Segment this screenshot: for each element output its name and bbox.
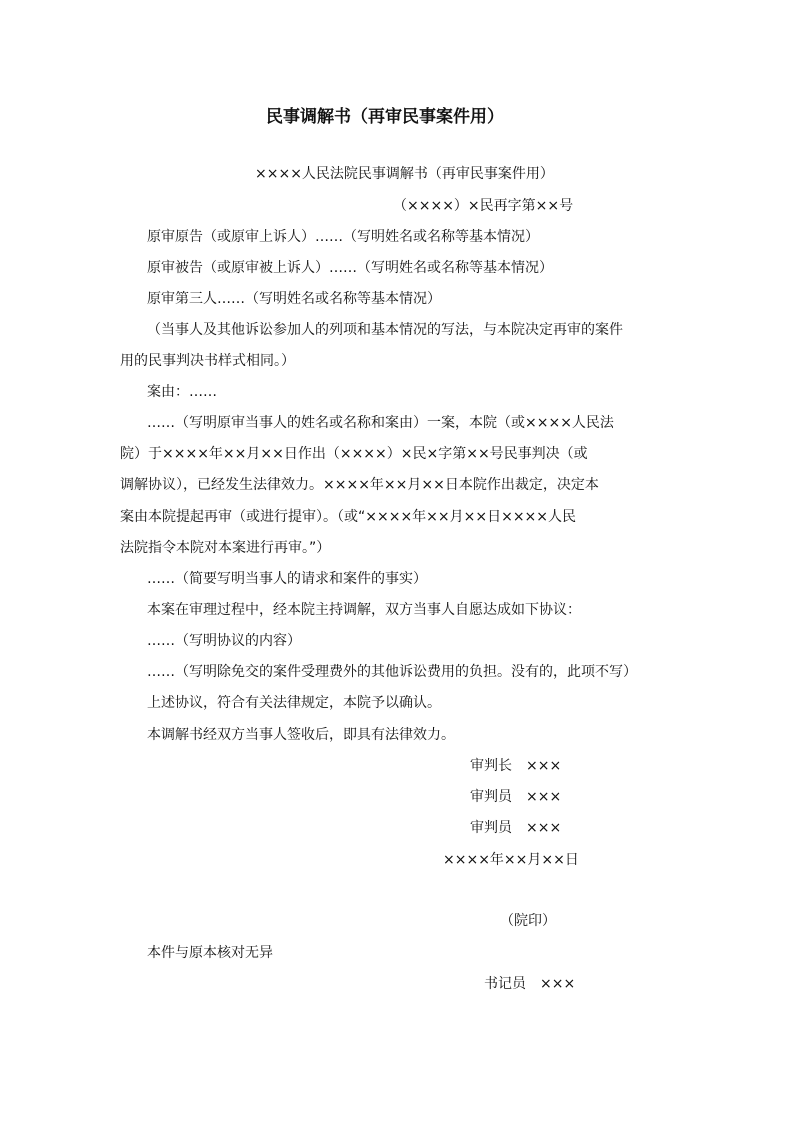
- document-date: ××××年××月××日: [443, 852, 579, 868]
- signature-name: ×××: [526, 820, 562, 836]
- party-original-plaintiff: 原审原告（或原审上诉人）……（写明姓名或名称等基本情况）: [147, 229, 539, 245]
- verification-note: 本件与原本核对无异: [147, 945, 273, 961]
- note-line: 用的民事判决书样式相同。）: [120, 353, 295, 369]
- agreement-paragraph: ……（写明协议的内容）: [147, 633, 301, 649]
- signature-role: 书记员: [484, 976, 526, 992]
- document-title: 民事调解书（再审民事案件用）: [266, 107, 504, 127]
- signature-judge: [470, 818, 561, 838]
- facts-paragraph: ……（简要写明当事人的请求和案件的事实）: [147, 571, 427, 587]
- court-seal-placeholder: （院印）: [500, 913, 556, 929]
- note-line: （当事人及其他诉讼参加人的列项和基本情况的写法，与本院决定再审的案件: [147, 322, 623, 338]
- party-original-defendant: 原审被告（或原审被上诉人）……（写明姓名或名称等基本情况）: [147, 260, 553, 276]
- case-number: （××××）×民再字第××号: [393, 198, 574, 214]
- signature-role: 审判员: [470, 820, 512, 836]
- signature-presiding-judge: [470, 756, 561, 776]
- fees-paragraph: ……（写明除免交的案件受理费外的其他诉讼费用的负担。没有的，此项不写）: [147, 664, 637, 680]
- signature-name: ×××: [540, 976, 576, 992]
- body-line: 院）于××××年××月××日作出（××××）×民×字第××号民事判决（或: [120, 446, 588, 462]
- case-cause: 案由：……: [147, 384, 217, 400]
- signature-clerk: [484, 974, 575, 994]
- confirm-paragraph: 上述协议，符合有关法律规定，本院予以确认。: [147, 695, 441, 711]
- body-line: 调解协议），已经发生法律效力。××××年××月××日本院作出裁定，决定本: [120, 477, 599, 493]
- signature-role: 审判员: [470, 789, 512, 805]
- signature-judge: [470, 787, 561, 807]
- signature-role: 审判长: [470, 758, 512, 774]
- body-line: ……（写明原审当事人的姓名或名称和案由）一案，本院（或××××人民法: [147, 415, 614, 431]
- effect-paragraph: 本调解书经双方当事人签收后，即具有法律效力。: [147, 727, 455, 743]
- court-heading: ××××人民法院民事调解书（再审民事案件用）: [255, 166, 554, 182]
- party-third-party: 原审第三人……（写明姓名或名称等基本情况）: [147, 291, 441, 307]
- signature-name: ×××: [526, 758, 562, 774]
- body-line: 案由本院提起再审（或进行提审）。（或“××××年××月××日××××人民: [120, 509, 577, 525]
- mediation-paragraph: 本案在审理过程中，经本院主持调解，双方当事人自愿达成如下协议：: [147, 602, 581, 618]
- signature-name: ×××: [526, 789, 562, 805]
- body-line: 法院指令本院对本案进行再审。”）: [120, 540, 331, 556]
